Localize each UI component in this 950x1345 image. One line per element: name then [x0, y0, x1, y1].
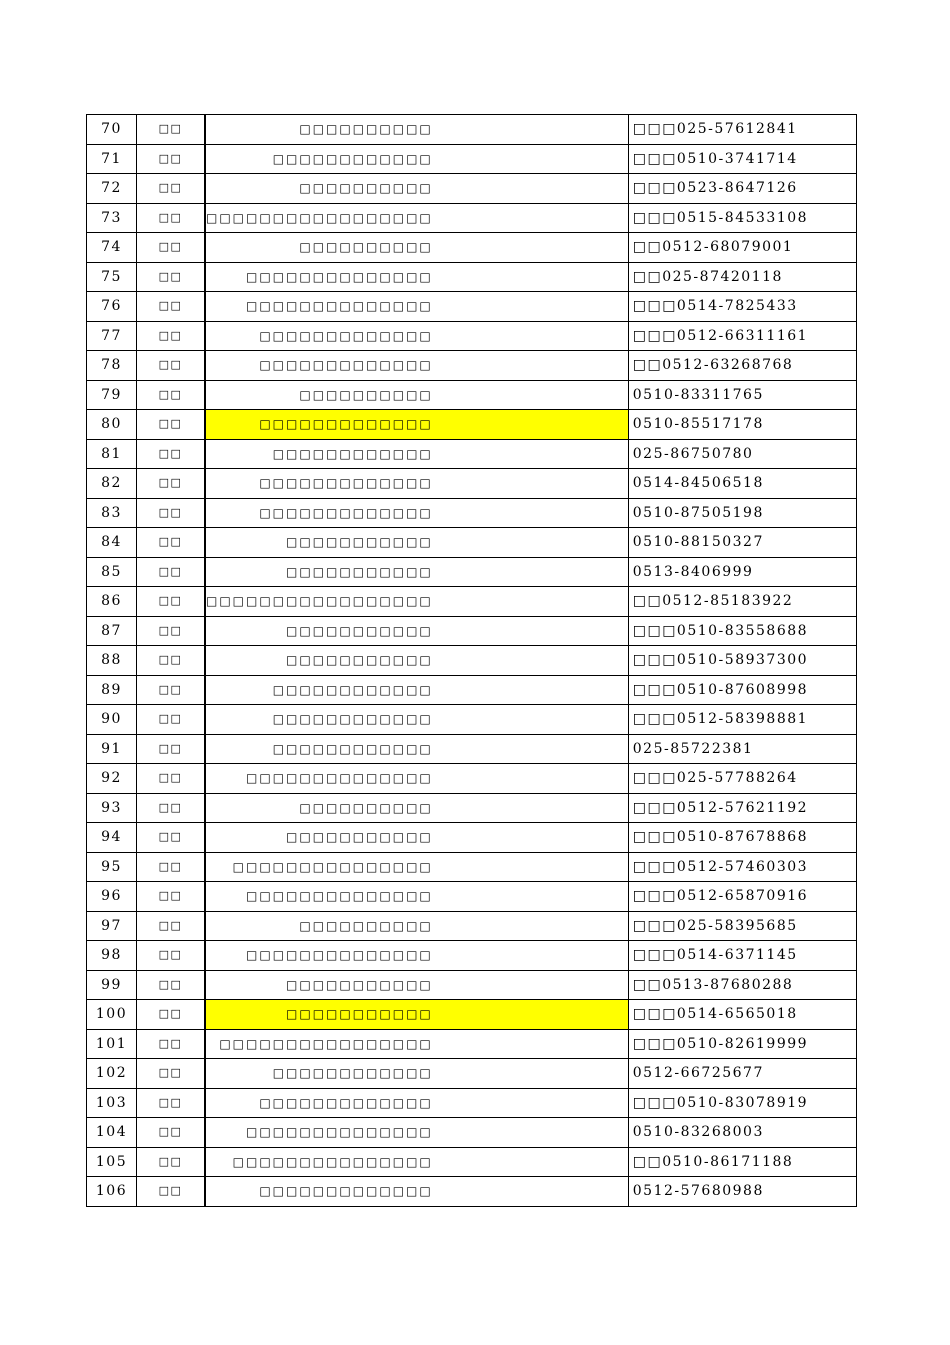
table-row	[87, 1147, 857, 1177]
company-name-cell: □□□□□□□□□□□	[205, 823, 628, 853]
phone-cell: 0514-84506518	[628, 469, 856, 499]
table-row	[87, 528, 857, 558]
row-type-cell: □□	[137, 970, 206, 1000]
company-name-cell: □□□□□□□□□□□□□	[205, 351, 628, 381]
row-type-cell: □□	[137, 675, 206, 705]
table-row	[87, 1029, 857, 1059]
row-type-cell: □□	[137, 852, 206, 882]
company-name-cell: □□□□□□□□□□□□□□	[205, 764, 628, 794]
row-type-cell: □□	[137, 587, 206, 617]
phone-cell: □□□0510-82619999	[628, 1029, 856, 1059]
company-name-cell: □□□□□□□□□□	[205, 793, 628, 823]
row-number-cell: 103	[87, 1088, 137, 1118]
row-number-cell: 97	[87, 911, 137, 941]
company-name-cell: □□□□□□□□□□□	[205, 616, 628, 646]
table-row	[87, 1000, 857, 1030]
company-name-cell: □□□□□□□□□□□□	[205, 439, 628, 469]
table-row	[87, 557, 857, 587]
phone-cell: □□□025-58395685	[628, 911, 856, 941]
row-type-cell: □□	[137, 233, 206, 263]
phone-cell: □□□0514-7825433	[628, 292, 856, 322]
phone-cell: □□□0512-58398881	[628, 705, 856, 735]
row-number-cell: 96	[87, 882, 137, 912]
phone-cell: □□□0514-6565018	[628, 1000, 856, 1030]
row-type-cell: □□	[137, 528, 206, 558]
row-type-cell: □□	[137, 1177, 206, 1207]
table-row	[87, 616, 857, 646]
company-name-cell: □□□□□□□□□□□□□□	[205, 262, 628, 292]
table-row	[87, 321, 857, 351]
row-type-cell: □□	[137, 115, 206, 145]
row-number-cell: 100	[87, 1000, 137, 1030]
phone-cell: □□□0512-65870916	[628, 882, 856, 912]
row-number-cell: 73	[87, 203, 137, 233]
row-number-cell: 91	[87, 734, 137, 764]
company-name-cell: □□□□□□□□□□□□□□□□□	[205, 203, 628, 233]
row-number-cell: 86	[87, 587, 137, 617]
company-name-cell: □□□□□□□□□□□□□□	[205, 882, 628, 912]
company-name-cell: □□□□□□□□□□□□	[205, 734, 628, 764]
row-type-cell: □□	[137, 469, 206, 499]
row-number-cell: 70	[87, 115, 137, 145]
row-type-cell: □□	[137, 262, 206, 292]
phone-cell: 0512-66725677	[628, 1059, 856, 1089]
row-type-cell: □□	[137, 174, 206, 204]
row-number-cell: 84	[87, 528, 137, 558]
row-number-cell: 72	[87, 174, 137, 204]
table-row	[87, 203, 857, 233]
row-number-cell: 90	[87, 705, 137, 735]
row-number-cell: 77	[87, 321, 137, 351]
row-number-cell: 74	[87, 233, 137, 263]
table-row	[87, 1177, 857, 1207]
row-number-cell: 88	[87, 646, 137, 676]
row-type-cell: □□	[137, 557, 206, 587]
table-row	[87, 675, 857, 705]
row-type-cell: □□	[137, 1000, 206, 1030]
row-number-cell: 101	[87, 1029, 137, 1059]
table-row	[87, 764, 857, 794]
row-type-cell: □□	[137, 439, 206, 469]
row-number-cell: 102	[87, 1059, 137, 1089]
phone-cell: □□0512-85183922	[628, 587, 856, 617]
company-name-cell: □□□□□□□□□□□□	[205, 705, 628, 735]
phone-cell: □□□025-57612841	[628, 115, 856, 145]
company-name-cell: □□□□□□□□□□□□□□□	[205, 1147, 628, 1177]
phone-cell: 025-85722381	[628, 734, 856, 764]
table-row	[87, 292, 857, 322]
row-number-cell: 93	[87, 793, 137, 823]
row-type-cell: □□	[137, 793, 206, 823]
phone-cell: □□□0514-6371145	[628, 941, 856, 971]
table-row	[87, 882, 857, 912]
company-name-cell: □□□□□□□□□□□□□□□□	[205, 1029, 628, 1059]
row-type-cell: □□	[137, 498, 206, 528]
company-name-cell: □□□□□□□□□□□□□□	[205, 292, 628, 322]
company-name-cell: □□□□□□□□□□□□□	[205, 1177, 628, 1207]
table-row	[87, 174, 857, 204]
row-number-cell: 99	[87, 970, 137, 1000]
company-name-cell: □□□□□□□□□□□□□□	[205, 1118, 628, 1148]
row-type-cell: □□	[137, 705, 206, 735]
phone-cell: 0510-83311765	[628, 380, 856, 410]
table-row	[87, 262, 857, 292]
row-number-cell: 75	[87, 262, 137, 292]
table-row	[87, 1118, 857, 1148]
phone-cell: □□0510-86171188	[628, 1147, 856, 1177]
row-type-cell: □□	[137, 823, 206, 853]
row-type-cell: □□	[137, 911, 206, 941]
row-type-cell: □□	[137, 203, 206, 233]
table-row	[87, 380, 857, 410]
row-number-cell: 95	[87, 852, 137, 882]
row-number-cell: 104	[87, 1118, 137, 1148]
table-row	[87, 233, 857, 263]
company-name-cell: □□□□□□□□□□□	[205, 528, 628, 558]
company-name-cell: □□□□□□□□□□□□□	[205, 498, 628, 528]
phone-cell: 0510-83268003	[628, 1118, 856, 1148]
row-type-cell: □□	[137, 1088, 206, 1118]
row-type-cell: □□	[137, 321, 206, 351]
row-type-cell: □□	[137, 351, 206, 381]
table-row	[87, 941, 857, 971]
row-type-cell: □□	[137, 1118, 206, 1148]
company-name-cell: □□□□□□□□□□□□□□□	[205, 852, 628, 882]
row-number-cell: 87	[87, 616, 137, 646]
row-number-cell: 79	[87, 380, 137, 410]
row-type-cell: □□	[137, 941, 206, 971]
table-row	[87, 351, 857, 381]
row-number-cell: 92	[87, 764, 137, 794]
table-row	[87, 587, 857, 617]
table-row	[87, 144, 857, 174]
phone-cell: 0513-8406999	[628, 557, 856, 587]
table-body	[87, 115, 857, 1207]
phone-cell: 0510-88150327	[628, 528, 856, 558]
table-row	[87, 439, 857, 469]
company-name-cell: □□□□□□□□□□□	[205, 1000, 628, 1030]
phone-cell: □□□0510-87608998	[628, 675, 856, 705]
phone-cell: □□□0515-84533108	[628, 203, 856, 233]
company-name-cell: □□□□□□□□□□	[205, 115, 628, 145]
row-type-cell: □□	[137, 764, 206, 794]
phone-cell: □□□0510-83558688	[628, 616, 856, 646]
contact-table	[86, 114, 857, 1207]
phone-cell: □□025-87420118	[628, 262, 856, 292]
company-name-cell: □□□□□□□□□□□	[205, 970, 628, 1000]
table-row	[87, 823, 857, 853]
phone-cell: □□□0512-66311161	[628, 321, 856, 351]
table-row	[87, 1059, 857, 1089]
row-number-cell: 106	[87, 1177, 137, 1207]
phone-cell: 0510-87505198	[628, 498, 856, 528]
company-name-cell: □□□□□□□□□□□□□	[205, 410, 628, 440]
company-name-cell: □□□□□□□□□□□	[205, 646, 628, 676]
row-number-cell: 83	[87, 498, 137, 528]
phone-cell: □□□0510-58937300	[628, 646, 856, 676]
row-type-cell: □□	[137, 646, 206, 676]
table-row	[87, 852, 857, 882]
table-row	[87, 793, 857, 823]
table-row	[87, 646, 857, 676]
row-number-cell: 82	[87, 469, 137, 499]
row-number-cell: 81	[87, 439, 137, 469]
row-number-cell: 71	[87, 144, 137, 174]
row-number-cell: 78	[87, 351, 137, 381]
row-type-cell: □□	[137, 380, 206, 410]
row-type-cell: □□	[137, 144, 206, 174]
table-row	[87, 498, 857, 528]
company-name-cell: □□□□□□□□□□□□	[205, 144, 628, 174]
row-type-cell: □□	[137, 882, 206, 912]
phone-cell: □□□0510-3741714	[628, 144, 856, 174]
phone-cell: □□□0512-57621192	[628, 793, 856, 823]
table-row	[87, 911, 857, 941]
row-type-cell: □□	[137, 292, 206, 322]
company-name-cell: □□□□□□□□□□□□□□□□□	[205, 587, 628, 617]
phone-cell: □□□0510-87678868	[628, 823, 856, 853]
table-row	[87, 115, 857, 145]
row-type-cell: □□	[137, 1059, 206, 1089]
phone-cell: 025-86750780	[628, 439, 856, 469]
row-number-cell: 89	[87, 675, 137, 705]
row-type-cell: □□	[137, 410, 206, 440]
row-type-cell: □□	[137, 1029, 206, 1059]
phone-cell: □□□0510-83078919	[628, 1088, 856, 1118]
row-type-cell: □□	[137, 1147, 206, 1177]
row-number-cell: 105	[87, 1147, 137, 1177]
row-number-cell: 80	[87, 410, 137, 440]
phone-cell: 0512-57680988	[628, 1177, 856, 1207]
company-name-cell: □□□□□□□□□□□□□	[205, 1088, 628, 1118]
row-number-cell: 98	[87, 941, 137, 971]
company-name-cell: □□□□□□□□□□	[205, 233, 628, 263]
company-name-cell: □□□□□□□□□□	[205, 174, 628, 204]
company-name-cell: □□□□□□□□□□	[205, 911, 628, 941]
phone-cell: 0510-85517178	[628, 410, 856, 440]
company-name-cell: □□□□□□□□□□□□	[205, 675, 628, 705]
phone-cell: □□□025-57788264	[628, 764, 856, 794]
company-name-cell: □□□□□□□□□□□□□	[205, 469, 628, 499]
company-name-cell: □□□□□□□□□□□□	[205, 1059, 628, 1089]
table-row	[87, 705, 857, 735]
phone-cell: □□□0512-57460303	[628, 852, 856, 882]
table-row	[87, 734, 857, 764]
table-row	[87, 970, 857, 1000]
row-number-cell: 94	[87, 823, 137, 853]
phone-cell: □□0512-63268768	[628, 351, 856, 381]
row-type-cell: □□	[137, 734, 206, 764]
company-name-cell: □□□□□□□□□□□	[205, 557, 628, 587]
company-name-cell: □□□□□□□□□□□□□	[205, 321, 628, 351]
table-row	[87, 410, 857, 440]
company-name-cell: □□□□□□□□□□□□□□	[205, 941, 628, 971]
company-name-cell: □□□□□□□□□□	[205, 380, 628, 410]
phone-cell: □□□0523-8647126	[628, 174, 856, 204]
table-row	[87, 1088, 857, 1118]
row-type-cell: □□	[137, 616, 206, 646]
row-number-cell: 85	[87, 557, 137, 587]
phone-cell: □□0513-87680288	[628, 970, 856, 1000]
phone-cell: □□0512-68079001	[628, 233, 856, 263]
table-row	[87, 469, 857, 499]
row-number-cell: 76	[87, 292, 137, 322]
